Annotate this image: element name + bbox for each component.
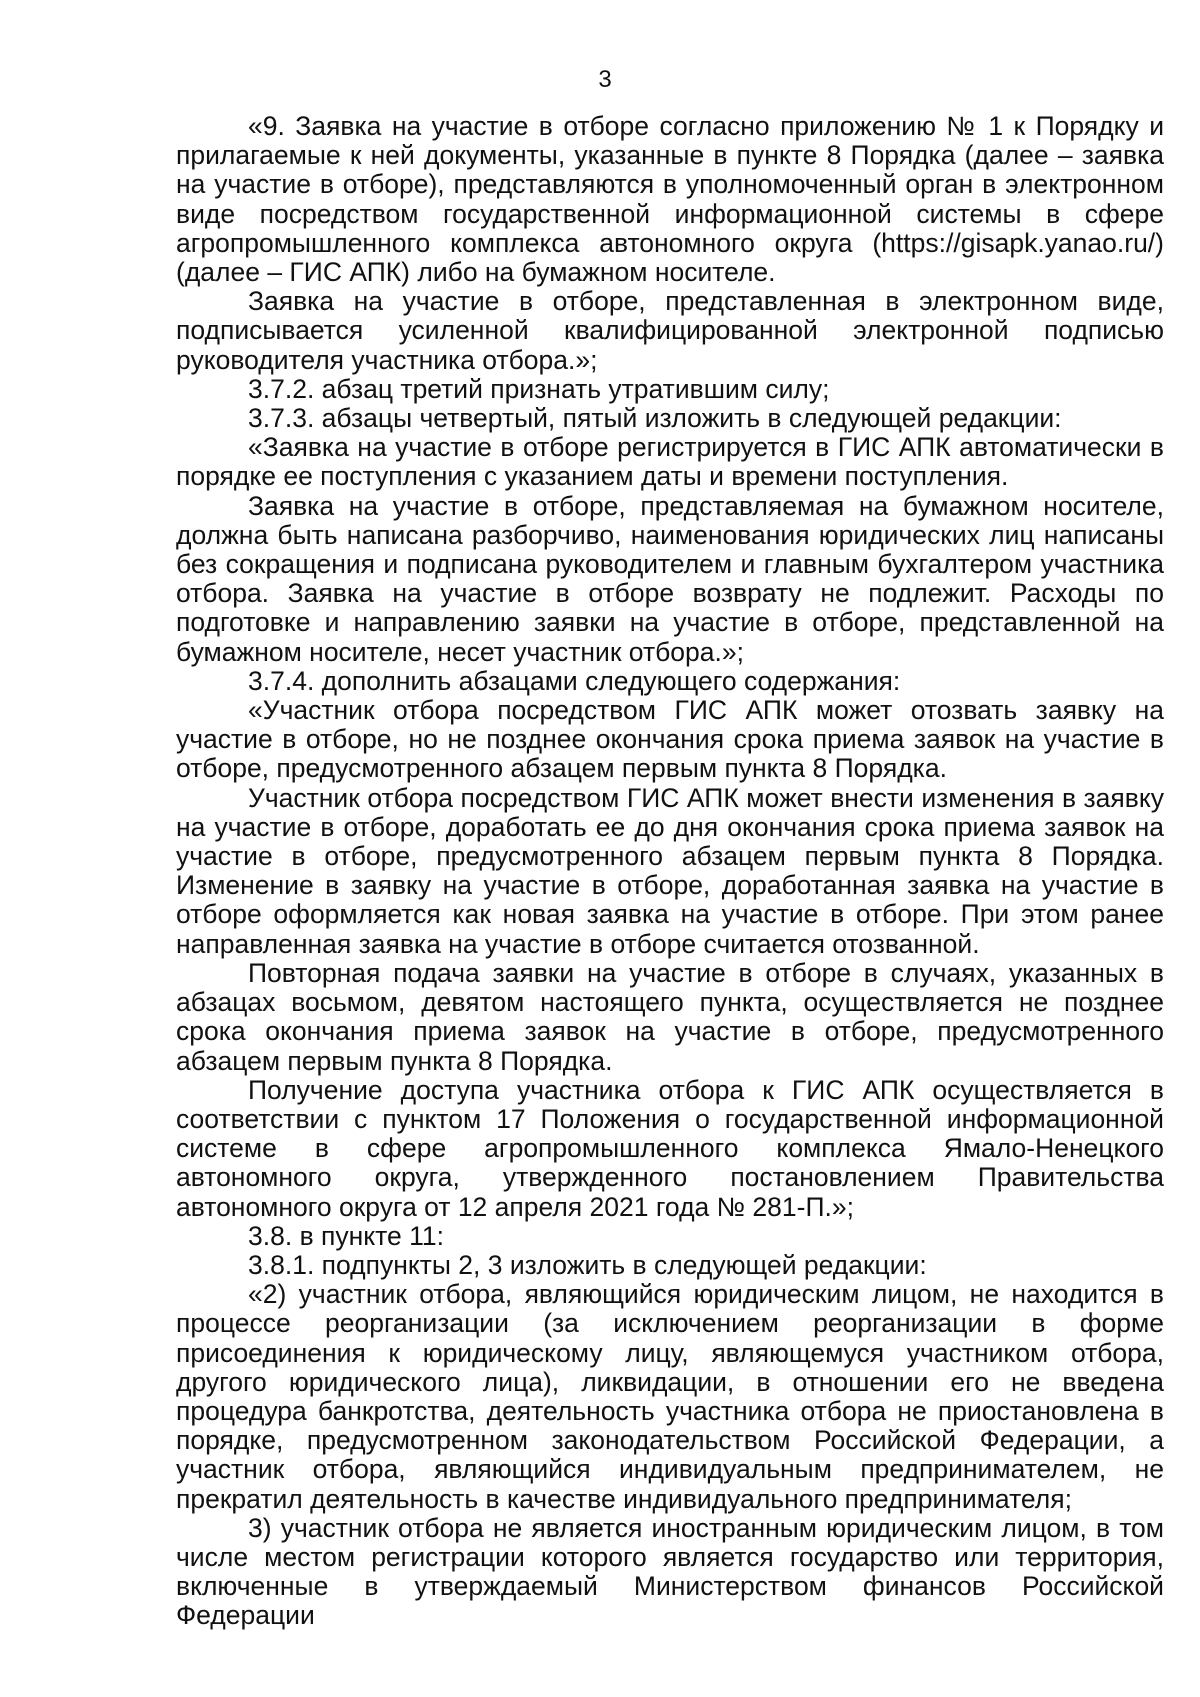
paragraph-paper-application: Заявка на участие в отборе, представляемая на бумажном носителе, должна быть написана разборчиво, наименования юридических лиц написаны без сокращения и подписана руководителем и главным бухгалтером участника отбора. Заявка на участие в отборе возврату не подлежит. Расходы по подготовке и направлению заявки на участие в отборе, представленной на бумажном носителе, несет участник отбора.»; — [176, 490, 1164, 667]
paragraph-subitem-3: 3) участник отбора не является иностранным юридическим лицом, в том числе местом регистрации которого является государство или территория, включенные в утверждаемый Министерством финансов Российской Федерации — [176, 1512, 1164, 1631]
paragraph-signature-requirement: Заявка на участие в отборе, представленная в электронном виде, подписывается усиленной квалифицированной электронной подписью руководителя участника отбора.»; — [176, 286, 1164, 375]
paragraph-gis-access: Получение доступа участника отбора к ГИС АПК осуществляется в соответствии с пунктом 17 Положения о государственной информационной системе в сфере агропромышленного комплекса Ямало-Ненецкого автономного округа, утвержденного постановлением Правительства автономного округа от 12 апреля 2021 года № 281-П.»; — [176, 1074, 1164, 1222]
paragraph-3-8: 3.8. в пункте 11: — [248, 1220, 444, 1251]
paragraph-3-8-1: 3.8.1. подпункты 2, 3 изложить в следующей редакции: — [248, 1249, 927, 1280]
paragraph-3-7-2: 3.7.2. абзац третий признать утратившим силу; — [248, 373, 830, 404]
paragraph-amend-application: Участник отбора посредством ГИС АПК может внести изменения в заявку на участие в отборе, доработать ее до дня окончания срока приема заявок на участие в отборе, предусмотренного абзацем первым пункта 8 Порядка. Изменение в заявку на участие в отборе, доработанная заявка на участие в отборе оформляется как новая заявка на участие в отборе. При этом ранее направленная заявка на участие в отборе считается отозванной. — [176, 782, 1164, 959]
document-body — [176, 112, 1164, 1631]
paragraph-3-7-3: 3.7.3. абзацы четвертый, пятый изложить в следующей редакции: — [248, 403, 1062, 434]
paragraph-resubmission: Повторная подача заявки на участие в отборе в случаях, указанных в абзацах восьмом, девятом настоящего пункта, осуществляется не позднее срока окончания приема заявок на участие в отборе, предусмотренного абзацем первым пункта 8 Порядка. — [176, 957, 1164, 1076]
paragraph-3-7-4: 3.7.4. дополнить абзацами следующего содержания: — [248, 665, 901, 696]
paragraph-subitem-2: «2) участник отбора, являющийся юридическим лицом, не находится в процессе реорганизации (за исключением реорганизации в форме присоединения к юридическому лицу, являющемуся участником отбора, другого юридического лица), ликвидации, в отношении его не введена процедура банкротства, деятельность участника отбора не приостановлена в порядке, предусмотренном законодательством Российской Федерации, а участник отбора, являющийся индивидуальным предпринимателем, не прекратил деятельность в качестве индивидуального предпринимателя; — [176, 1279, 1164, 1514]
page-number: 3 — [598, 66, 612, 93]
paragraph-withdraw-application: «Участник отбора посредством ГИС АПК может отозвать заявку на участие в отборе, но не позднее окончания срока приема заявок на участие в отборе, предусмотренного абзацем первым пункта 8 Порядка. — [176, 695, 1164, 784]
paragraph-item-9: «9. Заявка на участие в отборе согласно приложению № 1 к Порядку и прилагаемые к ней документы, указанные в пункте 8 Порядка (далее – заявка на участие в отборе), представляются в уполномоченный орган в электронном виде посредством государственной информационной системы в сфере агропромышленного комплекса автономного округа (https://gisapk.yanao.ru/) (далее – ГИС АПК) либо на бумажном носителе. — [176, 111, 1164, 288]
paragraph-registration: «Заявка на участие в отборе регистрируется в ГИС АПК автоматически в порядке ее поступления с указанием даты и времени поступления. — [176, 432, 1164, 492]
